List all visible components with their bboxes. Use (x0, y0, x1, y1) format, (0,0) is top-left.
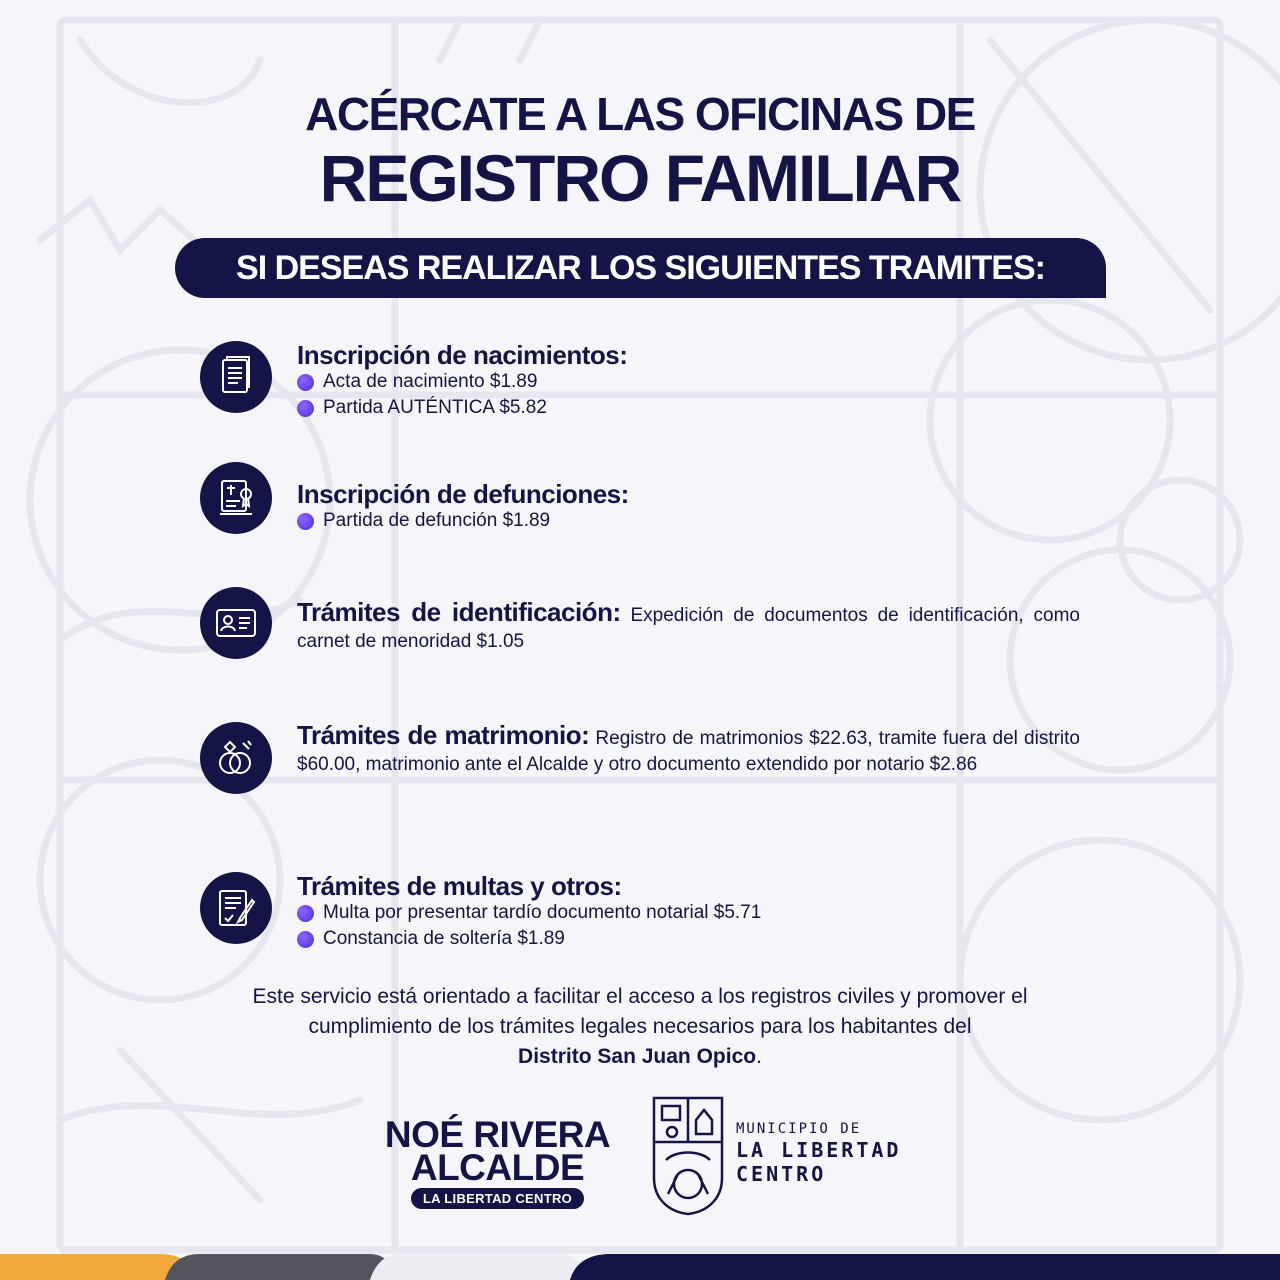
list-item (297, 508, 1080, 534)
list-item-text: Acta de nacimiento $1.89 (323, 371, 538, 392)
list-item-text: Partida AUTÉNTICA $5.82 (323, 397, 547, 418)
service-item-body (297, 599, 1080, 655)
list-item (297, 900, 1080, 926)
service-title: Trámites de multas y otros: (297, 871, 622, 901)
municipio-line-3: CENTRO (736, 1162, 827, 1186)
alcalde-name: NOÉ RIVERA (384, 1114, 611, 1155)
footer-line-3 (160, 1042, 1120, 1072)
service-title: Inscripción de defunciones: (297, 479, 629, 509)
municipal-seal-icon (648, 1090, 728, 1216)
service-description: Registro de matrimonios $22.63, tramite fuera del distrito $60.00, matrimonio ante el Alcalde y otro documento extendido por notario $2.86 (297, 728, 1080, 775)
bullet-dot-icon (297, 931, 314, 948)
bullet-dot-icon (297, 374, 314, 391)
alcalde-role: ALCALDE (410, 1147, 585, 1188)
alcalde-logo (370, 1114, 625, 1209)
service-title: Inscripción de nacimientos: (297, 340, 628, 370)
list-item (297, 395, 1080, 421)
section-banner (175, 238, 1106, 298)
list-item-text: Partida de defunción $1.89 (323, 510, 551, 531)
bullet-dot-icon (297, 513, 314, 530)
district-name: Distrito San Juan Opico (518, 1045, 757, 1068)
list-item (297, 926, 1080, 952)
alcalde-tag: LA LIBERTAD CENTRO (411, 1188, 584, 1209)
title-line-1: ACÉRCATE A LAS OFICINAS DE (305, 88, 975, 140)
service-title: Trámites de matrimonio: (297, 720, 590, 750)
list-item-text: Multa por presentar tardío documento notarial $5.71 (323, 902, 762, 923)
list-item-text: Constancia de soltería $1.89 (323, 928, 565, 949)
bullet-dot-icon (297, 905, 314, 922)
municipio-line-2: LA LIBERTAD (736, 1138, 902, 1162)
death-certificate-icon (200, 462, 272, 534)
service-item-body (297, 480, 1080, 534)
service-paragraph (297, 599, 1080, 655)
wedding-rings-icon (200, 722, 272, 794)
service-title: Trámites de identificación: (297, 597, 621, 627)
id-card-icon (200, 587, 272, 659)
list-item (297, 369, 1080, 395)
service-item-body (297, 722, 1080, 778)
signed-document-icon (200, 872, 272, 944)
footer-line-2: cumplimiento de los trámites legales necesarios para los habitantes del (308, 1015, 972, 1038)
service-item-body (297, 341, 1080, 421)
birth-certificate-icon (200, 341, 272, 413)
bottom-color-stripes (0, 1254, 1280, 1280)
service-description: Expedición de documentos de identificación, como carnet de menoridad $1.05 (297, 605, 1081, 652)
bullet-dot-icon (297, 400, 314, 417)
municipio-logo (736, 1120, 901, 1186)
title-line-2: REGISTRO FAMILIAR (319, 141, 961, 215)
banner-text: SI DESEAS REALIZAR LOS SIGUIENTES TRAMITES: (236, 248, 1045, 287)
footer-line-1: Este servicio está orientado a facilitar el acceso a los registros civiles y promover el (252, 985, 1028, 1008)
municipio-line-1: MUNICIPIO DE (736, 1121, 862, 1137)
service-description-footer (160, 982, 1120, 1072)
page-title (0, 88, 1280, 216)
footer-period: . (756, 1045, 762, 1068)
service-paragraph (297, 722, 1080, 778)
service-item-body (297, 872, 1080, 952)
